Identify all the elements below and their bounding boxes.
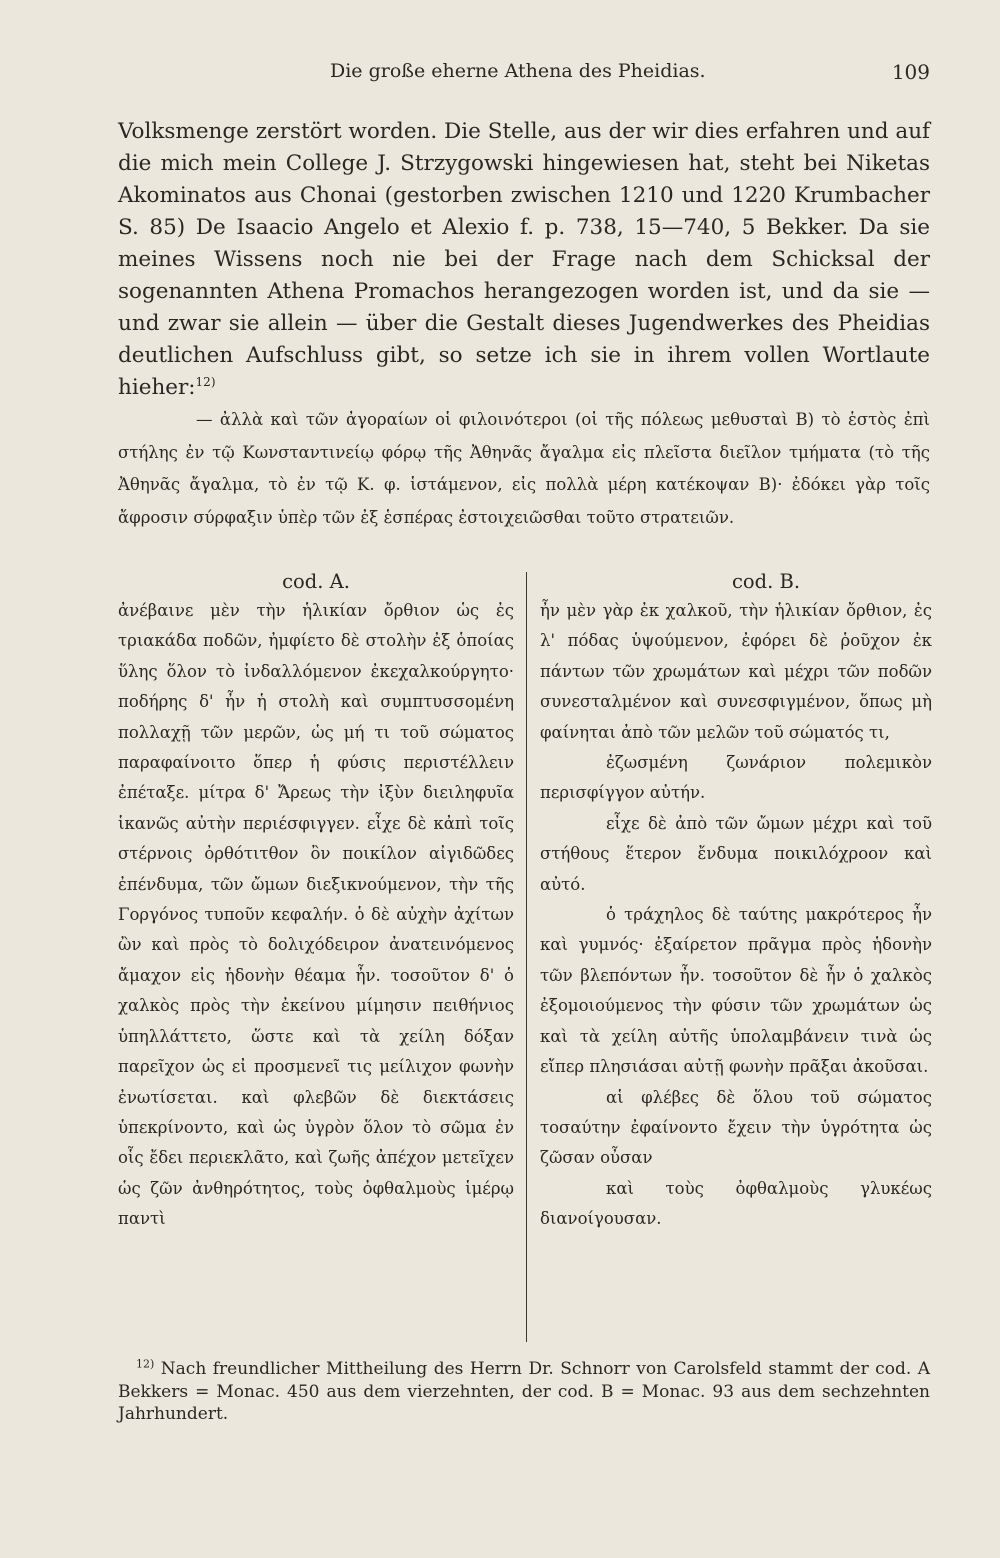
column-b-paragraph: ἐζωσμένη ζωνάριον πολεμικὸν περισφίγγον αὐτήν. (540, 753, 932, 803)
page-header (118, 60, 930, 90)
column-b-paragraph: εἶχε δὲ ἀπὸ τῶν ὤμων μέχρι καὶ τοῦ στήθους ἕτερον ἔνδυμα ποικιλόχροον καὶ αὐτό. (540, 813, 932, 894)
footnote (118, 1358, 930, 1426)
greek-quote: — ἀλλὰ καὶ τῶν ἀγοραίων οἱ φιλοινότεροι (οἱ τῆς πόλεως μεθυσταὶ B) τὸ ἑστὸς ἐπὶ στήλης ἐν τῷ Κωνσταντινείῳ φόρῳ τῆς Ἀθηνᾶς ἄγαλμα εἰς πλεῖστα διεῖλον τμήματα (τὸ τῆς Ἀθηνᾶς ἄγαλμα, τὸ ἐν τῷ Κ. φ. ἱστάμενον, εἰς πολλὰ μέρη κατέκοψαν B)· ἐδόκει γὰρ τοῖς ἄφροσιν σύρφαξιν ὑπὲρ τῶν ἐξ ἑσπέρας ἐστοιχειῶσθαι τοῦτο στρατειῶν. (118, 410, 930, 527)
intro-text: Volksmenge zerstört worden. Die Stelle, aus der wir dies erfahren und auf die mich mein College J. Strzygowski hingewiesen hat, steht bei Niketas Akominatos aus Chonai (gestorben zwischen 1210 und 1220 Krumbacher S. 85) De Isaacio Angelo et Alexio f. p. 738, 15—740, 5 Bekker. Da sie meines Wissens noch nie bei der Frage nach dem Schicksal der sogenannten Athena Promachos herangezogen worden ist, und da sie — und zwar sie allein — über die Gestalt dieses Jugendwerkes des Pheidias deutlichen Aufschluss gibt, so setze ich sie in ihrem vollen Wortlaute hieher: (118, 119, 930, 400)
footnote-reference: 12) (195, 374, 216, 389)
column-b-paragraph: αἱ φλέβες δὲ ὅλου τοῦ σώματος τοσαύτην ἐφαίνοντο ἔχειν τὴν ὑγρότητα ὡς ζῶσαν οὖσαν (540, 1087, 932, 1168)
footnote-text: Nach freundlicher Mittheilung des Herrn Dr. Schnorr von Carolsfeld stammt der cod. A Bekkers = Monac. 450 aus dem vierzehnten, der cod. B = Monac. 93 aus dem sechzehnten Jahrhundert. (118, 1359, 930, 1424)
page-number: 109 (891, 60, 930, 84)
column-heading-a: cod. A. (282, 570, 350, 593)
column-cod-b (540, 568, 932, 1235)
column-heading-b: cod. B. (731, 570, 801, 593)
column-cod-a (118, 568, 514, 1235)
running-title: Die große eherne Athena des Pheidias. (330, 60, 706, 82)
column-b-paragraph: ἦν μὲν γὰρ ἐκ χαλκοῦ, τὴν ἡλικίαν ὄρθιον, ἐς λ' πόδας ὑψούμενον, ἐφόρει δὲ ῥοῦχον ἐκ πάντων τῶν χρωμάτων καὶ μέχρι τῶν ποδῶν συνεσταλμένον καὶ συνεσφιγμένον, ὅπως μὴ φαίνηται ἀπὸ τῶν μελῶν τοῦ σώματός τι, (540, 601, 932, 742)
footnote-mark: 12) (136, 1357, 155, 1371)
column-divider (526, 572, 527, 1342)
column-text-a: ἀνέβαινε μὲν τὴν ἡλικίαν ὄρθιον ὡς ἐς τριακάδα ποδῶν, ἠμφίετο δὲ στολὴν ἐξ ὁποίας ὕλης ὅλον τὸ ἰνδαλλόμενον ἐκεχαλκούργητο· ποδήρης δ' ἦν ἡ στολὴ καὶ συμπτυσσομένη πολλαχῇ τῶν μερῶν, ὡς μή τι τοῦ σώματος παραφαίνοιτο ὅπερ ἡ φύσις περιστέλλειν ἐπέταξε. μίτρα δ' Ἄρεως τὴν ἰξὺν διειληφυῖα ἱκανῶς αὐτὴν περιέσφιγγεν. εἶχε δὲ κἀπὶ τοῖς στέρνοις ὀρθότιτθον ὂν ποικίλον αἰγιδῶδες ἐπένδυμα, τῶν ὤμων διεξικνούμενον, τὴν τῆς Γοργόνος τυποῦν κεφαλήν. ὁ δὲ αὐχὴν ἀχίτων ὢν καὶ πρὸς τὸ δολιχόδειρον ἀνατεινόμενος ἄμαχον εἰς ἡδονὴν θέαμα ἦν. τοσοῦτον δ' ὁ χαλκὸς πρὸς τὴν ἐκείνου μίμησιν πειθήνιος ὑπηλλάττετο, ὥστε καὶ τὰ χείλη δόξαν παρεῖχον ὡς εἰ προσμενεῖ τις μείλιχον φωνὴν ἐνωτίσεται. καὶ φλεβῶν δὲ διεκτάσεις ὑπεκρίνοντο, καὶ ὡς ὑγρὸν ὅλον τὸ σῶμα ἐν οἷς ἔδει περιεκλᾶτο, καὶ ζωῆς ἀπέχον μετεῖχεν ὡς ζῶν ἀνθηρότητος, τοὺς ὀφθαλμοὺς ἱμέρῳ παντὶ (118, 601, 514, 1229)
column-b-paragraph: καὶ τοὺς ὀφθαλμοὺς γλυκέως διανοίγουσαν. (540, 1178, 932, 1229)
intro-paragraph (118, 116, 930, 404)
column-b-paragraph: ὁ τράχηλος δὲ ταύτης μακρότερος ἦν καὶ γυμνός· ἐξαίρετον πρᾶγμα πρὸς ἡδονὴν τῶν βλεπόντων ἦν. τοσοῦτον δὲ ἦν ὁ χαλκὸς ἐξομοιούμενος τὴν φύσιν τῶν χρωμάτων ὡς καὶ τὰ χείλη αὐτῆς ὑπολαμβάνειν τινὰ ὡς εἴπερ πλησιάσαι αὐτῇ φωνὴν πρᾶξαι ἀκοῦσαι. (540, 905, 932, 1077)
